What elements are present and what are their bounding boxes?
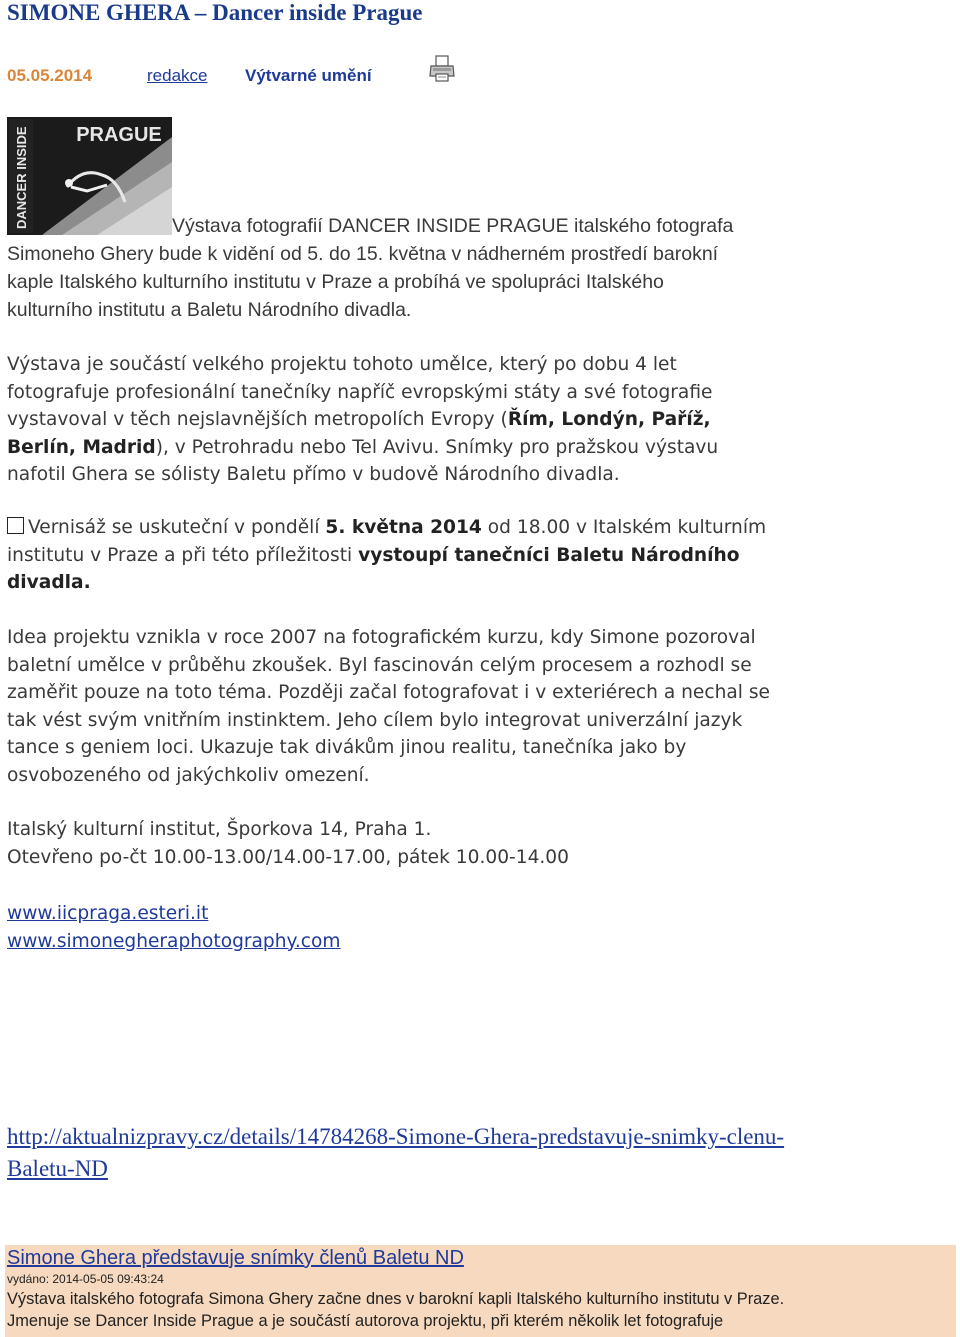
paragraph-project [7, 351, 957, 489]
card-text [7, 1288, 955, 1332]
printer-icon[interactable] [427, 54, 457, 84]
category-link[interactable]: Výtvarné umění [245, 66, 372, 85]
paragraph-address [7, 816, 957, 871]
lead-line: Simoneho Ghery bude k vidění od 5. do 15. května v nádherném prostředí barokní [7, 243, 719, 265]
text-fragment: institutu v Praze a při této příležitosti [7, 544, 359, 566]
paragraph-links [7, 900, 957, 955]
article-date: 05.05.2014 [7, 66, 93, 85]
paragraph-idea [7, 624, 957, 789]
author-link[interactable]: redakce [147, 66, 208, 85]
article-title: SIMONE GHERA – Dancer inside Prague [7, 0, 423, 25]
address-line: Italský kulturní institut, Šporkova 14, Praha 1. [7, 819, 432, 840]
text-line: divadla. [7, 572, 91, 593]
source-card [5, 1245, 956, 1337]
checkbox-icon [7, 517, 24, 534]
text-line: tance s geniem loci. Ukazuje tak divákům jinou realitu, tanečníka jako by [7, 737, 687, 758]
text-fragment: Vernisáž se uskuteční v pondělí [28, 517, 326, 538]
date-bold: 5. května 2014 [325, 517, 482, 538]
text-line: baletní umělce v průběhu zkoušek. Byl fascinován celým procesem a rozhodl se [7, 654, 752, 676]
source-link-line[interactable]: Baletu-ND [7, 1156, 108, 1181]
card-date: vydáno: 2014-05-05 09:43:24 [7, 1272, 164, 1286]
image-vertical-text: DANCER INSIDE [14, 126, 29, 229]
text-line: osvobozeného od jakýchkoliv omezení. [7, 764, 370, 786]
text-fragment: ), v Petrohradu nebo Tel Avivu. Snímky pro pražskou výstavu [155, 436, 719, 458]
lead-line: kaple Italského kulturního institutu v Praze a probíhá ve spolupráci Italského [7, 271, 664, 293]
text-line: zaměřit pouze na toto téma. Později začal fotografovat i v exteriérech a nechal se [7, 682, 770, 703]
text-line: nafotil Ghera se sólisty Baletu přímo v budově Národního divadla. [7, 464, 620, 485]
text-line: tak vést svým vnitřním instinktem. Jeho cílem bylo integrovat univerzální jazyk [7, 709, 743, 731]
card-text-line: Jmenuje se Dancer Inside Prague a je součástí autorova projektu, při kterém několik let fotografuje [7, 1312, 724, 1330]
text-line: Idea projektu vznikla v roce 2007 na fotografickém kurzu, kdy Simone pozoroval [7, 627, 756, 648]
source-link[interactable] [7, 1121, 957, 1185]
text-line [7, 434, 957, 462]
photographer-link[interactable]: www.simonegheraphotography.com [7, 930, 341, 952]
text-line [7, 406, 957, 434]
text-fragment: vystavoval v těch nejslavnějších metropolích Evropy ( [7, 409, 508, 430]
card-title-link[interactable]: Simone Ghera představuje snímky členů Baletu ND [7, 1247, 464, 1269]
text-line [7, 542, 957, 570]
cities-bold: Berlín, Madrid [7, 436, 156, 458]
source-link-line[interactable]: http://aktualnizpravy.cz/details/14784268-Simone-Ghera-predstavuje-snimky-clenu- [7, 1124, 785, 1149]
cities-bold: Řím, Londýn, Paříž, [507, 409, 711, 430]
card-text-line: Výstava italského fotografa Simona Ghery začne dnes v barokní kapli Italského kulturního institutu v Praze. [7, 1290, 785, 1308]
text-line [7, 514, 957, 542]
paragraph-vernissage [7, 514, 957, 597]
image-title-text: PRAGUE [76, 124, 162, 146]
hours-line: Otevřeno po-čt 10.00-13.00/14.00-17.00, pátek 10.00-14.00 [7, 846, 569, 868]
text-line: fotografuje profesionální tanečníky napříč evropskými státy a své fotografie [7, 381, 713, 403]
article-lead [7, 212, 957, 324]
lead-line: kulturního institutu a Baletu Národního divadla. [7, 299, 412, 321]
performers-bold: vystoupí tanečníci Baletu Národního [358, 544, 740, 566]
iic-link[interactable]: www.iicpraga.esteri.it [7, 903, 209, 924]
text-fragment: od 18.00 v Italském kulturním [481, 517, 767, 538]
text-line: Výstava je součástí velkého projektu tohoto umělce, který po dobu 4 let [7, 354, 677, 375]
lead-line: Výstava fotografií DANCER INSIDE PRAGUE italského fotografa [172, 215, 734, 237]
